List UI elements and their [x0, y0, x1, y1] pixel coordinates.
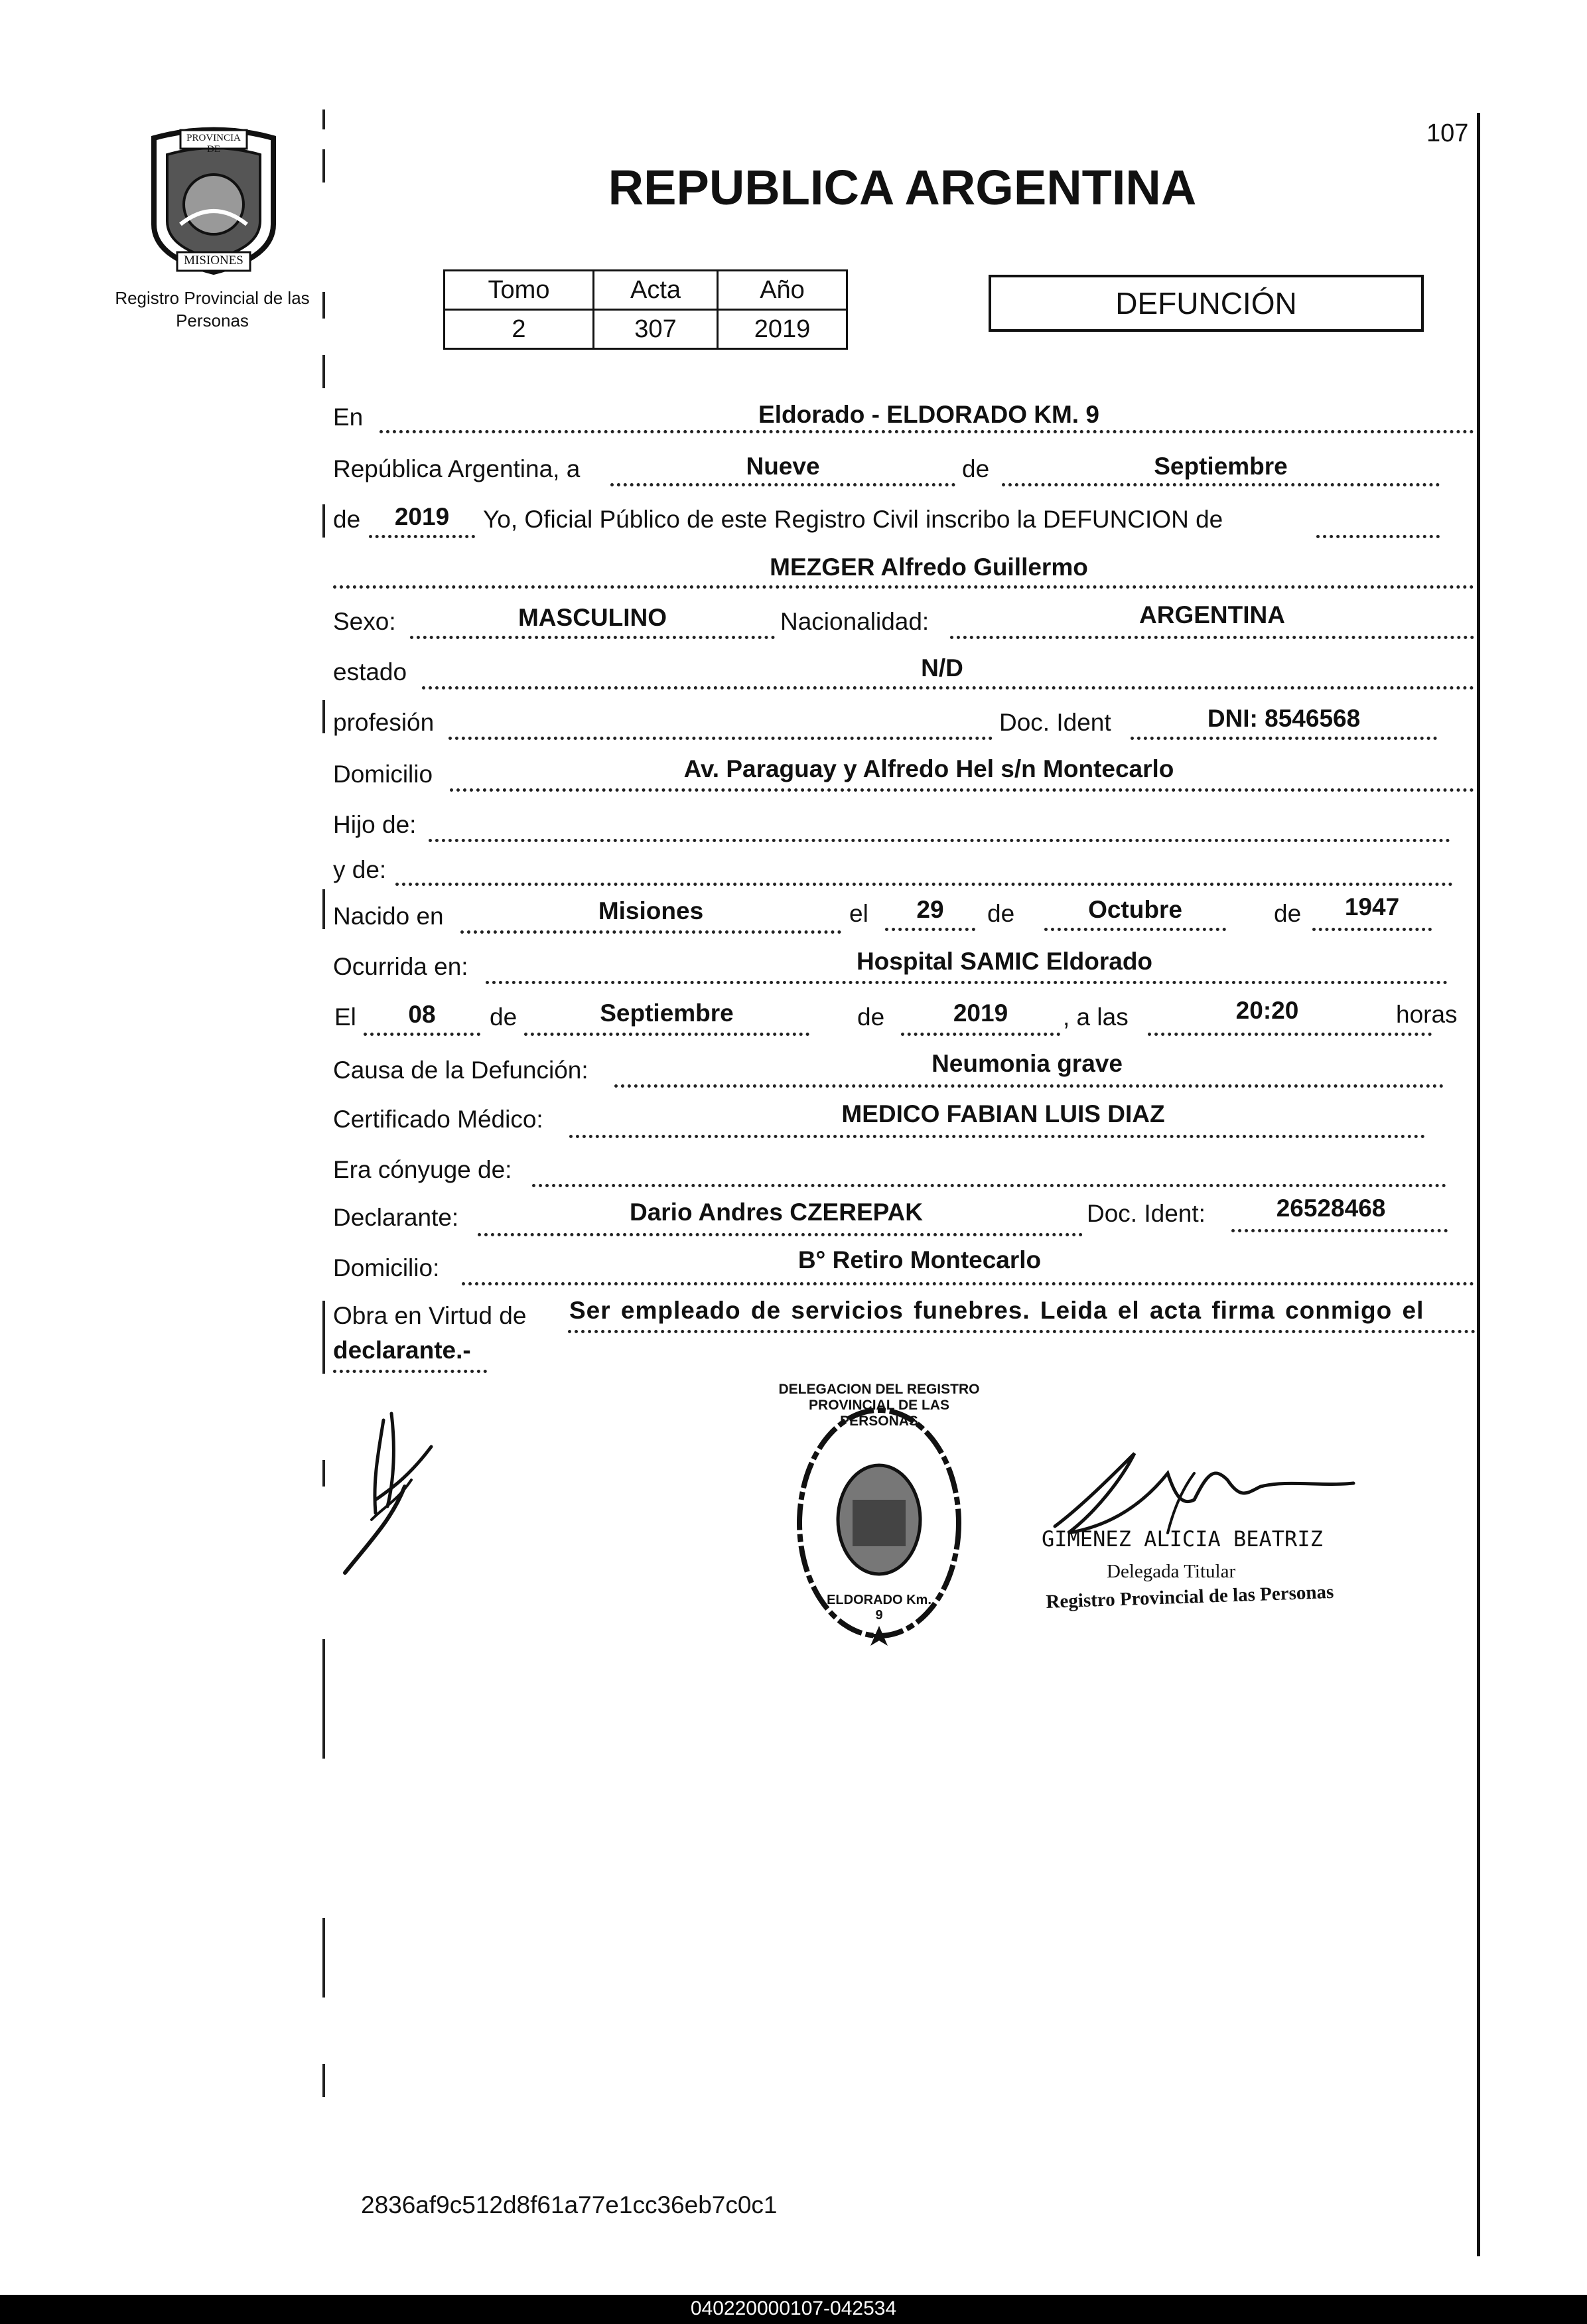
causa-label: Causa de la Defunción:	[333, 1056, 588, 1084]
dotted-line	[1312, 928, 1432, 931]
margin-mark	[322, 1460, 325, 1487]
stamp-ring-text: DELEGACION DEL REGISTRO PROVINCIAL DE LAS PERSONAS	[778, 1382, 980, 1429]
horas-label: horas	[1396, 1001, 1458, 1028]
ocurrida-value: Hospital SAMIC Eldorado	[856, 948, 1153, 975]
dotted-line	[462, 1282, 1474, 1285]
margin-mark	[322, 149, 325, 182]
margin-mark	[322, 1301, 325, 1374]
dotted-line	[333, 585, 1474, 589]
margin-mark	[322, 292, 325, 319]
right-margin-line	[1477, 113, 1480, 2256]
nacionalidad-value: ARGENTINA	[1139, 601, 1285, 628]
emblem-label: Registro Provincial de las Personas	[115, 288, 310, 330]
obra-value-line1: Ser empleado de servicios funebres. Leida el acta firma conmigo el	[569, 1297, 1424, 1324]
de-label: de	[333, 506, 361, 533]
dotted-line	[610, 483, 955, 486]
domicilio-value: Av. Paraguay y Alfredo Hel s/n Montecarlo	[683, 755, 1174, 782]
nacionalidad-label: Nacionalidad:	[780, 608, 930, 635]
doc-ident2-label: Doc. Ident:	[1087, 1200, 1206, 1227]
record-type-box: DEFUNCIÓN	[989, 275, 1424, 332]
de-label: de	[857, 1003, 885, 1031]
place-value: Eldorado - ELDORADO KM. 9	[758, 401, 1099, 428]
doc-ident-label: Doc. Ident	[999, 709, 1111, 736]
dotted-line	[395, 883, 1453, 886]
stamp-inner-text: ELDORADO Km. 9	[827, 1593, 932, 1623]
ocurrida-label: Ocurrida en:	[333, 953, 468, 980]
tomo-header: Tomo	[445, 271, 594, 310]
obra-value-line2: declarante.-	[333, 1337, 471, 1364]
dotted-line	[422, 686, 1474, 690]
birth-day: 29	[916, 896, 944, 923]
sexo-label: Sexo:	[333, 608, 396, 635]
birth-month: Octubre	[1088, 896, 1182, 923]
republica-label: República Argentina, a	[333, 455, 581, 482]
dotted-line	[614, 1084, 1444, 1088]
footer-code: 040220000107-042534	[690, 2297, 897, 2319]
estado-label: estado	[333, 658, 407, 686]
doc-ident2-value: 26528468	[1276, 1195, 1386, 1222]
dotted-line	[410, 636, 775, 639]
nacido-label: Nacido en	[333, 903, 444, 930]
document-hash: 2836af9c512d8f61a77e1cc36eb7c0c1	[361, 2191, 778, 2218]
registry-table	[443, 269, 848, 350]
margin-mark	[322, 1639, 325, 1759]
el-label: El	[334, 1003, 356, 1031]
emblem-bottom-text: MISIONES	[184, 254, 243, 267]
official-stamp	[763, 1380, 995, 1672]
yde-label: y de:	[333, 856, 387, 883]
dotted-line	[364, 1033, 480, 1036]
a-las-label: , a las	[1063, 1003, 1129, 1031]
dotted-line	[524, 1033, 809, 1036]
document-title: REPUBLICA ARGENTINA	[608, 160, 1197, 215]
margin-mark	[322, 109, 325, 129]
obra-label: Obra en Virtud de	[333, 1302, 527, 1329]
dotted-line	[1316, 535, 1440, 538]
day-value: Nueve	[746, 453, 820, 480]
dotted-line	[532, 1184, 1446, 1187]
margin-mark	[322, 700, 325, 733]
margin-mark	[322, 889, 325, 929]
tomo-value: 2	[445, 310, 594, 349]
hijo-label: Hijo de:	[333, 811, 417, 838]
en-label: En	[333, 403, 364, 431]
dotted-line	[369, 535, 475, 538]
ano-value: 2019	[718, 310, 847, 349]
death-time: 20:20	[1235, 997, 1299, 1024]
year-value: 2019	[394, 503, 450, 530]
dotted-line	[885, 928, 975, 931]
dotted-line	[1148, 1033, 1432, 1036]
birth-year: 1947	[1344, 893, 1400, 920]
domicilio2-label: Domicilio:	[333, 1254, 440, 1281]
acta-value: 307	[594, 310, 718, 349]
page-number: 107	[1426, 119, 1469, 147]
acta-header: Acta	[594, 271, 718, 310]
official-name: GIMENEZ ALICIA BEATRIZ	[1042, 1526, 1323, 1552]
el-label: el	[849, 900, 868, 927]
de-label: de	[1274, 900, 1302, 927]
official-office: Registro Provincial de las Personas	[1046, 1581, 1334, 1613]
margin-mark	[322, 1918, 325, 1997]
margin-mark	[322, 2064, 325, 2097]
dotted-line	[448, 737, 993, 740]
sexo-value: MASCULINO	[518, 604, 667, 631]
margin-mark	[322, 355, 325, 388]
dotted-line	[950, 636, 1474, 639]
dotted-line	[1131, 737, 1437, 740]
dotted-line	[380, 430, 1474, 433]
emblem-top-text: PROVINCIA DE	[186, 133, 241, 155]
certificado-label: Certificado Médico:	[333, 1106, 543, 1133]
dotted-line	[568, 1330, 1476, 1333]
de-label: de	[962, 455, 990, 482]
estado-value: N/D	[921, 654, 963, 682]
de-label: de	[987, 900, 1015, 927]
certificado-value: MEDICO FABIAN LUIS DIAZ	[841, 1100, 1165, 1127]
doc-ident-value: DNI: 8546568	[1207, 705, 1361, 732]
dotted-line	[460, 930, 841, 934]
province-emblem	[141, 125, 287, 276]
death-year: 2019	[953, 999, 1008, 1027]
dotted-line	[478, 1233, 1083, 1236]
inscribo-text: Yo, Oficial Público de este Registro Civil inscribo la DEFUNCION de	[483, 506, 1223, 533]
conyuge-label: Era cónyuge de:	[333, 1156, 512, 1183]
dotted-line	[1002, 483, 1440, 486]
death-day: 08	[408, 1001, 436, 1028]
month-value: Septiembre	[1154, 453, 1288, 480]
dotted-line	[333, 1370, 487, 1373]
nacido-value: Misiones	[598, 897, 704, 924]
ano-header: Año	[718, 271, 847, 310]
domicilio2-value: B° Retiro Montecarlo	[797, 1246, 1042, 1273]
causa-value: Neumonia grave	[932, 1050, 1123, 1077]
deceased-name: MEZGER Alfredo Guillermo	[770, 553, 1088, 581]
profesion-label: profesión	[333, 709, 435, 736]
death-month: Septiembre	[600, 999, 734, 1027]
de-label: de	[490, 1003, 518, 1031]
official-role: Delegada Titular	[1107, 1561, 1236, 1582]
declarante-value: Dario Andres CZEREPAK	[629, 1198, 923, 1226]
dotted-line	[486, 981, 1448, 984]
dotted-line	[569, 1135, 1425, 1138]
dotted-line	[429, 839, 1450, 842]
domicilio-label: Domicilio	[333, 761, 433, 788]
declarant-signature	[332, 1407, 451, 1579]
dotted-line	[1231, 1229, 1448, 1232]
dotted-line	[450, 788, 1474, 792]
dotted-line	[901, 1033, 1060, 1036]
declarante-label: Declarante:	[333, 1204, 459, 1231]
margin-mark	[322, 504, 325, 538]
dotted-line	[1044, 928, 1226, 931]
